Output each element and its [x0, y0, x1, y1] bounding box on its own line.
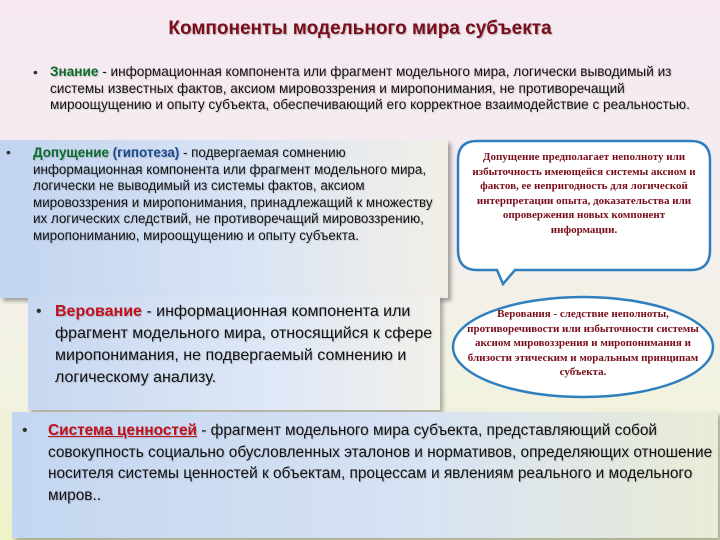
belief-text: - информационная компонента или фрагмент модельного мира, относящийся к сфере миропонимания, не подвергаемый сомнению и логическому анализу.: [55, 303, 433, 386]
assumption-text: - подвергаемая сомнению информационная компонента или фрагмент модельного мира, логически не выводимый из системы фактов, аксиом мировоззрения и миропонимания, принадлежащий к множеству их логических следствий, не противоречащий мировоззрению, миропониманию, мироощущению и опыту субъекта.: [33, 145, 433, 243]
belief-term: Верование: [55, 303, 142, 320]
belief-paragraph: [55, 301, 440, 389]
knowledge-text: - информационная компонента или фрагмент модельного мира, логически выводимый из системы известных фактов, аксиом мировоззрения и миропонимания, не противоречащий мироощущению и опыту субъекта, обеспечивающий его корректное взаимодействие с реальностью.: [50, 64, 690, 113]
assumption-callout-text: Допущение предполагает неполноту или избыточность имеющейся системы аксиом и фактов, ее непригодность для логической интерпретации опыта, доказательства или опровержения новых компонент информации.: [472, 151, 696, 236]
values-term: Система ценностей: [48, 422, 197, 439]
assumption-term: Допущение: [33, 145, 109, 160]
bullet-belief: •: [36, 303, 42, 320]
bullet-assumption: •: [6, 144, 11, 160]
bullet-values: •: [22, 422, 28, 439]
assumption-callout: [455, 138, 713, 288]
knowledge-paragraph: [50, 64, 706, 114]
bullet-knowledge: •: [33, 64, 38, 80]
knowledge-term: Знание: [50, 64, 99, 79]
assumption-hypothesis: (гипотеза): [108, 145, 180, 160]
values-text: - фрагмент модельного мира субъекта, представляющий собой совокупность социально обусловленных эталонов и нормативов, определяющих отношение носителя системы ценностей к объектам, процессам и явлениям реального и модельного миров..: [48, 422, 713, 504]
slide-title: Компоненты модельного мира субъекта: [168, 18, 552, 39]
belief-callout-text: Верования - следствие неполноты, противоречивости или избыточности системы аксиом мировоззрения и миропонимания и близости этическим и моральным принципам субъекта.: [467, 308, 699, 379]
assumption-paragraph: [33, 145, 443, 245]
values-paragraph: [48, 420, 713, 506]
belief-callout: [450, 295, 716, 405]
